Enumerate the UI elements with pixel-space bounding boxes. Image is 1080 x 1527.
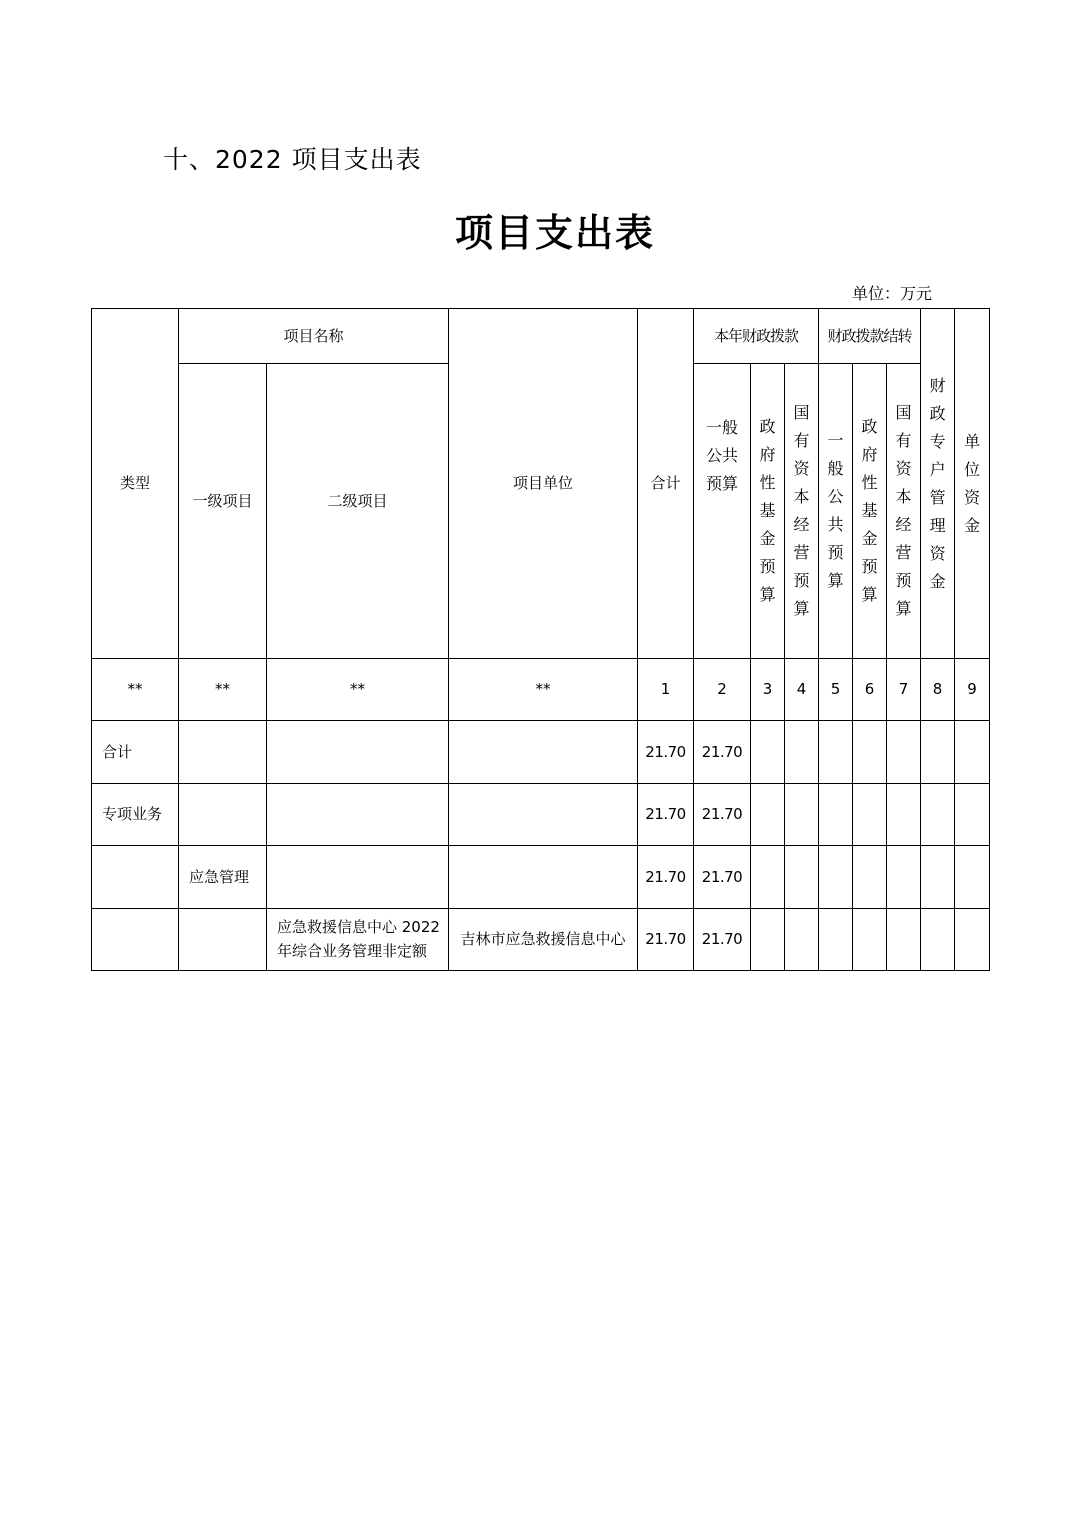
cell-level2 bbox=[267, 846, 449, 909]
cell-empty bbox=[819, 909, 853, 971]
cell-empty bbox=[853, 784, 887, 846]
cell-empty bbox=[955, 846, 990, 909]
cell-level1 bbox=[179, 909, 267, 971]
cell-empty bbox=[751, 909, 785, 971]
header-unit-funds bbox=[955, 309, 990, 659]
header-total: 合计 bbox=[638, 309, 694, 659]
header-carryover-gov-fund-text: 政 府 性 基 金 预 算 bbox=[861, 417, 878, 604]
index-cell: 9 bbox=[955, 659, 990, 721]
cell-level1: 应急管理 bbox=[179, 846, 267, 909]
header-carryover-state-capital-text: 国 有 资 本 经 营 预 算 bbox=[895, 403, 912, 618]
cell-unit bbox=[449, 784, 638, 846]
header-carryover-general bbox=[819, 364, 853, 659]
header-level2: 二级项目 bbox=[267, 364, 449, 659]
cell-empty bbox=[785, 909, 819, 971]
cell-empty bbox=[785, 846, 819, 909]
project-expenditure-table bbox=[91, 308, 990, 971]
cell-level1 bbox=[179, 721, 267, 784]
cell-general-budget: 21.70 bbox=[694, 846, 751, 909]
header-gov-fund bbox=[751, 364, 785, 659]
index-cell: 4 bbox=[785, 659, 819, 721]
header-project-unit: 项目单位 bbox=[449, 309, 638, 659]
cell-type: 专项业务 bbox=[92, 784, 179, 846]
cell-empty bbox=[853, 909, 887, 971]
header-appropriation-carryover: 财政拨款结转 bbox=[819, 309, 921, 364]
header-special-account-funds-text: 财 政 专 户 管 理 资 金 bbox=[929, 375, 946, 591]
cell-total: 21.70 bbox=[638, 846, 694, 909]
header-state-capital bbox=[785, 364, 819, 659]
index-cell: 1 bbox=[638, 659, 694, 721]
cell-general-budget: 21.70 bbox=[694, 909, 751, 971]
cell-empty bbox=[921, 784, 955, 846]
cell-empty bbox=[921, 721, 955, 784]
header-carryover-state-capital bbox=[887, 364, 921, 659]
cell-empty bbox=[819, 784, 853, 846]
index-cell: 2 bbox=[694, 659, 751, 721]
index-cell: ** bbox=[92, 659, 179, 721]
index-cell: ** bbox=[449, 659, 638, 721]
cell-type: 合计 bbox=[92, 721, 179, 784]
index-cell: 3 bbox=[751, 659, 785, 721]
cell-empty bbox=[887, 784, 921, 846]
cell-unit bbox=[449, 721, 638, 784]
cell-level2 bbox=[267, 784, 449, 846]
cell-level1 bbox=[179, 784, 267, 846]
cell-unit bbox=[449, 846, 638, 909]
cell-empty bbox=[751, 784, 785, 846]
table-row-emergency-management bbox=[92, 846, 990, 909]
cell-empty bbox=[751, 721, 785, 784]
cell-unit: 吉林市应急救援信息中心 bbox=[449, 909, 638, 971]
header-state-capital-text: 国 有 资 本 经 营 预 算 bbox=[793, 403, 810, 618]
header-project-name: 项目名称 bbox=[179, 309, 449, 364]
cell-level2 bbox=[267, 721, 449, 784]
section-title: 十、2022 项目支出表 bbox=[163, 145, 422, 174]
cell-empty bbox=[751, 846, 785, 909]
unit-label: 单位：万元 bbox=[852, 284, 933, 303]
cell-total: 21.70 bbox=[638, 909, 694, 971]
cell-empty bbox=[921, 909, 955, 971]
cell-empty bbox=[785, 784, 819, 846]
cell-empty bbox=[955, 721, 990, 784]
cell-type bbox=[92, 846, 179, 909]
table-row-special-business bbox=[92, 784, 990, 846]
index-cell: ** bbox=[267, 659, 449, 721]
header-special-account-funds bbox=[921, 309, 955, 659]
cell-empty bbox=[921, 846, 955, 909]
cell-general-budget: 21.70 bbox=[694, 784, 751, 846]
cell-empty bbox=[887, 909, 921, 971]
header-general-budget: 一般公共预算 bbox=[694, 364, 751, 659]
cell-general-budget: 21.70 bbox=[694, 721, 751, 784]
index-row bbox=[92, 659, 990, 721]
cell-level2: 应急救援信息中心 2022 年综合业务管理非定额 bbox=[267, 909, 449, 971]
header-type: 类型 bbox=[92, 309, 179, 659]
cell-empty bbox=[819, 846, 853, 909]
header-unit-funds-text: 单 位 资 金 bbox=[964, 431, 981, 535]
index-cell: 7 bbox=[887, 659, 921, 721]
header-current-year-appropriation: 本年财政拨款 bbox=[694, 309, 819, 364]
index-cell: ** bbox=[179, 659, 267, 721]
index-cell: 6 bbox=[853, 659, 887, 721]
header-level1: 一级项目 bbox=[179, 364, 267, 659]
table-title: 项目支出表 bbox=[454, 210, 655, 255]
header-gov-fund-text: 政 府 性 基 金 预 算 bbox=[759, 417, 776, 604]
cell-empty bbox=[887, 846, 921, 909]
cell-empty bbox=[955, 784, 990, 846]
cell-empty bbox=[819, 721, 853, 784]
table-row-project bbox=[92, 909, 990, 971]
index-cell: 8 bbox=[921, 659, 955, 721]
cell-total: 21.70 bbox=[638, 784, 694, 846]
header-carryover-gov-fund bbox=[853, 364, 887, 659]
cell-empty bbox=[853, 721, 887, 784]
header-carryover-general-text: 一 般 公 共 预 算 bbox=[827, 431, 844, 590]
cell-empty bbox=[853, 846, 887, 909]
cell-empty bbox=[785, 721, 819, 784]
table-row-total bbox=[92, 721, 990, 784]
index-cell: 5 bbox=[819, 659, 853, 721]
cell-total: 21.70 bbox=[638, 721, 694, 784]
cell-type bbox=[92, 909, 179, 971]
cell-empty bbox=[955, 909, 990, 971]
cell-empty bbox=[887, 721, 921, 784]
